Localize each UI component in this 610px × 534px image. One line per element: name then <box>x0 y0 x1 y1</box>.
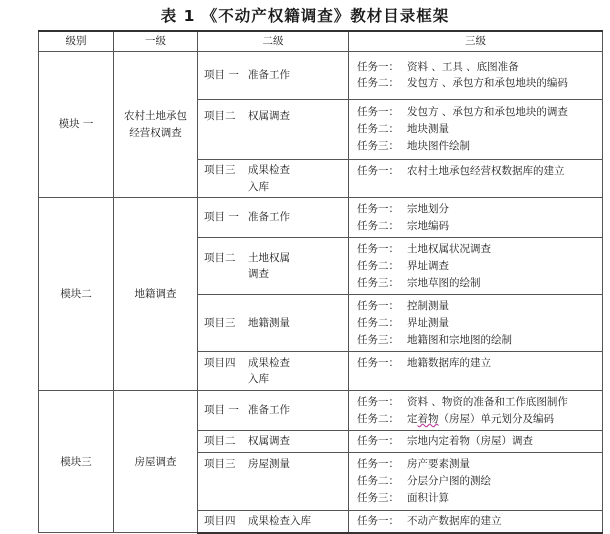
list-item <box>357 456 598 473</box>
task-label: 任务一： <box>357 515 399 528</box>
project-name: 成果检查 <box>248 163 290 176</box>
catalog-table <box>38 30 603 534</box>
task-cell <box>349 295 603 352</box>
task-text: 地籍图和宗地图的绘制 <box>407 333 512 346</box>
project-cell <box>198 391 349 431</box>
project-name: 准备工作 <box>248 404 290 417</box>
list-item <box>357 75 598 92</box>
task-text: 不动产数据库的建立 <box>407 515 502 528</box>
module-name: 模块 一 <box>39 51 114 198</box>
level1-cell <box>114 391 198 533</box>
list-item <box>357 298 598 315</box>
task-label: 任务三： <box>357 492 399 505</box>
project-code: 项目 一 <box>204 404 239 417</box>
project-code: 项目二 <box>204 435 236 448</box>
list-item <box>357 394 598 411</box>
task-cell <box>349 51 603 99</box>
list-item <box>357 104 598 121</box>
project-name: 成果检查 <box>248 356 290 369</box>
task-cell <box>349 391 603 431</box>
task-label: 任务一： <box>357 435 399 448</box>
task-text: 资料 、物资的准备和工作底图制作 <box>407 396 568 409</box>
project-cell <box>198 198 349 238</box>
task-text: 发包方 、承包方和承包地块的调查 <box>407 106 568 119</box>
task-label: 任务二： <box>357 316 399 329</box>
task-label: 任务一： <box>357 164 399 177</box>
task-label: 任务三： <box>357 276 399 289</box>
task-label: 任务一： <box>357 203 399 216</box>
task-cell <box>349 99 603 159</box>
task-text-post: （房屋）单元划分及编码 <box>438 412 554 425</box>
list-item <box>357 411 598 428</box>
task-label: 任务一： <box>357 300 399 313</box>
task-text: 地块图件绘制 <box>407 139 470 152</box>
module-name: 模块三 <box>39 391 114 533</box>
task-text: 界址调查 <box>407 259 449 272</box>
task-text-flagged: 着物 <box>417 412 439 425</box>
project-cell <box>198 295 349 352</box>
list-item <box>357 275 598 292</box>
task-text: 面积计算 <box>407 492 449 505</box>
project-cell <box>198 352 349 391</box>
task-cell <box>349 453 603 511</box>
project-name: 成果检查入库 <box>248 515 311 528</box>
module-name: 模块二 <box>39 198 114 391</box>
project-cell <box>198 453 349 511</box>
task-cell <box>349 159 603 198</box>
project-cell <box>198 431 349 453</box>
project-code: 项目二 <box>204 109 236 122</box>
task-text: 房产要素测量 <box>407 458 470 471</box>
task-text: 宗地草图的绘制 <box>407 276 481 289</box>
level1-line: 地籍调查 <box>134 287 177 300</box>
list-item <box>357 201 598 218</box>
list-item <box>357 218 598 235</box>
task-label: 任务一： <box>357 357 399 370</box>
task-label: 任务一： <box>357 458 399 471</box>
header-level1: 一级 <box>114 31 198 51</box>
list-item <box>357 59 598 76</box>
list-item <box>357 433 598 450</box>
task-label: 任务二： <box>357 77 399 90</box>
task-cell <box>349 198 603 238</box>
project-name: 地籍测量 <box>248 316 290 329</box>
project-name: 权属调查 <box>248 435 290 448</box>
task-label: 任务二： <box>357 122 399 135</box>
task-text: 资料 、工具 、底图准备 <box>407 60 519 73</box>
level1-line: 经营权调查 <box>129 126 182 139</box>
task-text-pre: 定 <box>407 412 418 425</box>
task-cell <box>349 238 603 295</box>
table-row <box>39 51 603 99</box>
list-item <box>357 138 598 155</box>
task-text: 界址测量 <box>407 316 449 329</box>
task-cell <box>349 431 603 453</box>
task-label: 任务三： <box>357 139 399 152</box>
list-item <box>357 355 598 372</box>
task-text: 地块测量 <box>407 122 449 135</box>
task-label: 任务二： <box>357 475 399 488</box>
list-item <box>357 315 598 332</box>
task-cell <box>349 511 603 533</box>
task-text: 宗地编码 <box>407 219 449 232</box>
task-text: 宗地划分 <box>407 203 449 216</box>
project-code: 项目三 <box>204 458 236 471</box>
project-name-cont: 入库 <box>248 373 269 386</box>
project-code: 项目三 <box>204 163 236 176</box>
list-item <box>357 121 598 138</box>
list-item <box>357 513 598 530</box>
project-code: 项目三 <box>204 316 236 329</box>
project-name: 权属调查 <box>248 109 290 122</box>
header-level3: 三级 <box>349 31 603 51</box>
project-name-cont: 调查 <box>248 268 269 281</box>
project-cell <box>198 511 349 533</box>
task-text: 控制测量 <box>407 300 449 313</box>
header-module: 级别 <box>39 31 114 51</box>
project-name: 房屋测量 <box>248 458 290 471</box>
header-row <box>39 31 603 51</box>
task-text: 发包方 、承包方和承包地块的编码 <box>407 77 568 90</box>
task-label: 任务一： <box>357 396 399 409</box>
project-name: 准备工作 <box>248 211 290 224</box>
list-item <box>357 473 598 490</box>
task-text: 宗地内定着物（房屋）调查 <box>407 435 533 448</box>
project-code: 项目 一 <box>204 211 239 224</box>
task-label: 任务一： <box>357 243 399 256</box>
project-code: 项目四 <box>204 515 236 528</box>
level1-cell <box>114 198 198 391</box>
level1-line: 房屋调查 <box>134 455 177 468</box>
table-row <box>39 198 603 238</box>
project-cell <box>198 238 349 295</box>
task-label: 任务二： <box>357 219 399 232</box>
project-cell <box>198 99 349 159</box>
project-cell <box>198 51 349 99</box>
project-name: 土地权属 <box>248 251 290 264</box>
task-label: 任务二： <box>357 259 399 272</box>
task-text: 土地权属状况调查 <box>407 243 491 256</box>
project-code: 项目四 <box>204 356 236 369</box>
task-text: 地籍数据库的建立 <box>407 357 491 370</box>
list-item <box>357 490 598 507</box>
table-title: 表 1 《不动产权籍调查》教材目录框架 <box>160 7 450 25</box>
level1-line: 农村土地承包 <box>124 109 187 122</box>
task-text: 农村土地承包经营权数据库的建立 <box>407 164 565 177</box>
project-name-cont: 入库 <box>248 180 269 193</box>
list-item <box>357 241 598 258</box>
task-label: 任务二： <box>357 412 399 425</box>
list-item <box>357 332 598 349</box>
task-text: 分层分户图的测绘 <box>407 475 491 488</box>
project-cell <box>198 159 349 198</box>
level1-cell <box>114 51 198 198</box>
project-name: 准备工作 <box>248 68 290 81</box>
task-label: 任务一： <box>357 60 399 73</box>
list-item <box>357 163 598 180</box>
task-label: 任务三： <box>357 333 399 346</box>
task-label: 任务一： <box>357 106 399 119</box>
project-code: 项目二 <box>204 251 236 264</box>
header-level2: 二级 <box>198 31 349 51</box>
list-item <box>357 258 598 275</box>
task-cell <box>349 352 603 391</box>
project-code: 项目 一 <box>204 68 239 81</box>
table-row <box>39 391 603 431</box>
